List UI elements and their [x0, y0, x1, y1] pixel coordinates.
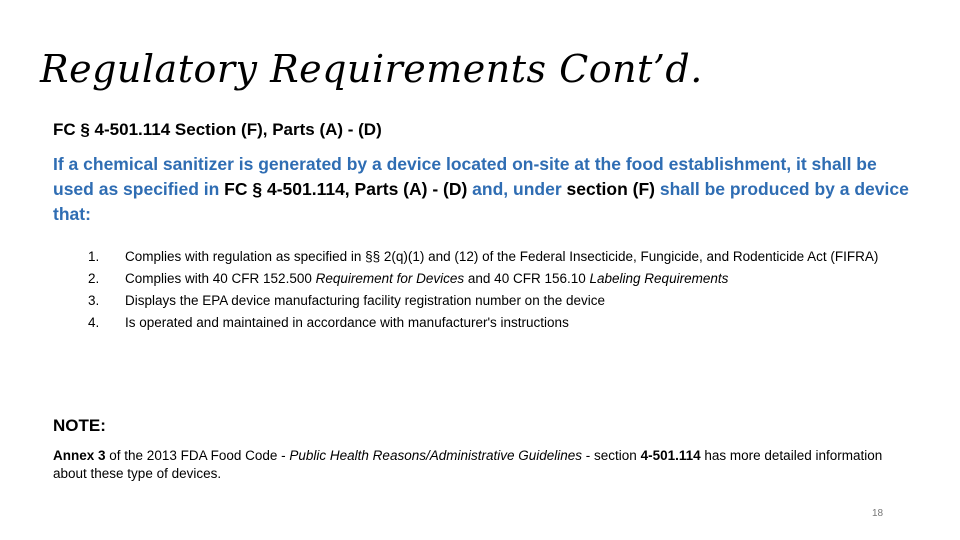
list-item [88, 268, 908, 290]
section-f-reference: section (F) [566, 179, 655, 199]
slide-title: Regulatory Requirements Cont’d. [40, 47, 703, 91]
note-text-3: has more detailed information about these type of devices. [53, 448, 883, 481]
list-item-text: Displays the EPA device manufacturing facility registration number on the device [125, 293, 605, 308]
fc-section-heading: FC § 4-501.114 Section (F), Parts (A) - (D) [53, 120, 382, 139]
list-item [88, 312, 908, 334]
cfr-156-text: and 40 CFR 156.10 [464, 271, 590, 286]
list-item-text: Is operated and maintained in accordance with manufacturer's instructions [125, 315, 569, 330]
list-number: 3. [88, 293, 100, 308]
section-number: 4-501.114 [640, 448, 701, 463]
list-number: 4. [88, 315, 100, 330]
sanitizer-paragraph [53, 152, 913, 227]
device-requirement-title: Requirement for Devices [315, 271, 465, 286]
list-number: 2. [88, 271, 100, 286]
note-text [53, 447, 883, 483]
guidelines-title: Public Health Reasons/Administrative Guidelines [289, 448, 583, 463]
list-item-text: Complies with regulation as specified in §§ 2(q)(1) and (12) of the Federal Insecticide, Fungicide, and Rodenticide Act (FIFRA) [125, 249, 879, 264]
list-item [88, 246, 908, 268]
note-text-2: - section [582, 448, 641, 463]
note-text-1: of the 2013 FDA Food Code - [105, 448, 290, 463]
requirements-list [88, 246, 908, 334]
paragraph-text-1: If a chemical sanitizer is generated by a device located on-site at the food establishment, it shall be used as specified in [53, 154, 877, 199]
labeling-requirement-title: Labeling Requirements [589, 271, 729, 286]
paragraph-text-2: and, under [467, 179, 567, 199]
list-item-text [125, 271, 728, 286]
list-item [88, 290, 908, 312]
note-heading: NOTE: [53, 416, 106, 435]
annex-label: Annex 3 [53, 448, 106, 463]
cfr-152-text: Complies with 40 CFR 152.500 [125, 271, 316, 286]
fc-reference: FC § 4-501.114, Parts (A) - (D) [224, 179, 468, 199]
paragraph-text-3: shall be produced by a device that: [53, 179, 909, 224]
list-number: 1. [88, 249, 100, 264]
page-number: 18 [872, 508, 884, 519]
